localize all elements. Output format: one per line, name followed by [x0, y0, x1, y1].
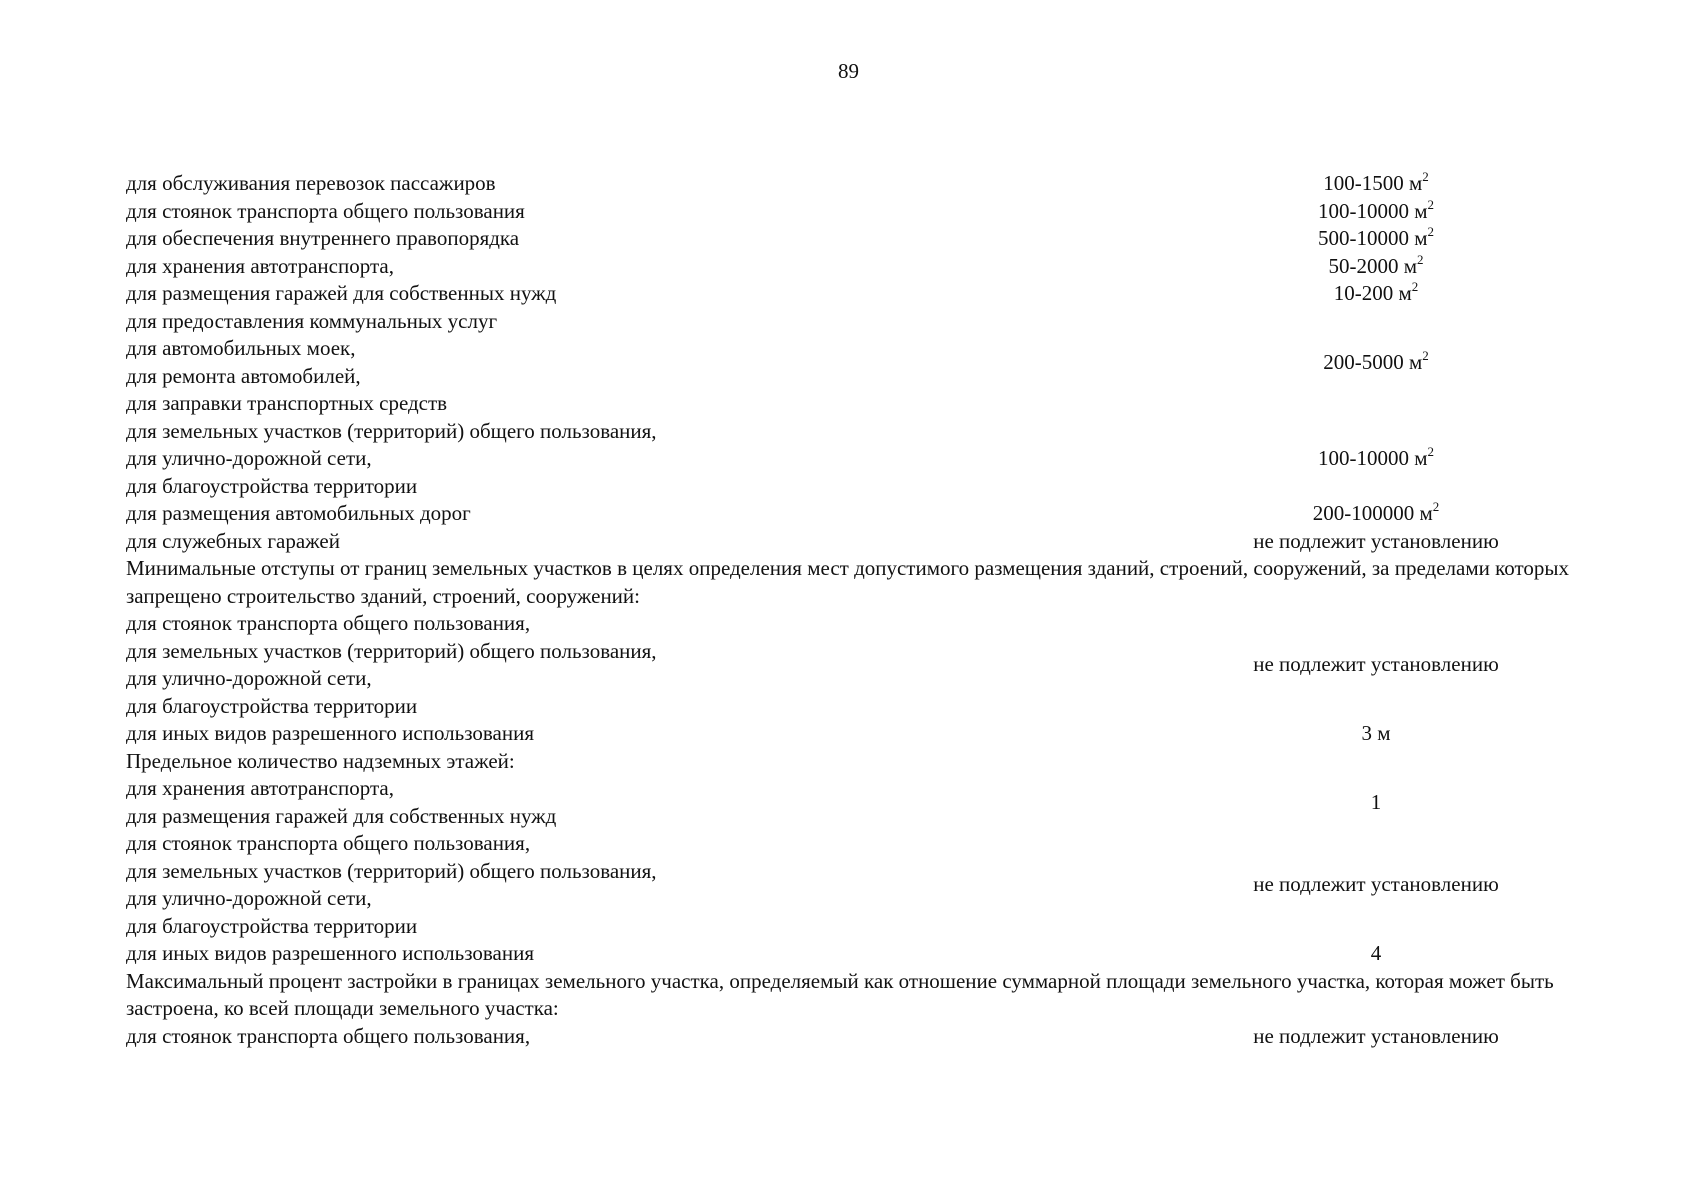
row-label [126, 500, 1176, 528]
document-body [126, 170, 1576, 1050]
row-label-line: для предоставления коммунальных услуг [126, 308, 498, 333]
row-label-line: для улично-дорожной сети, [126, 886, 372, 910]
row-label-line: для обеспечения внутреннего правопорядка [126, 226, 520, 250]
row-label [126, 280, 1176, 308]
row-value [1176, 500, 1576, 528]
row-label-line: для автомобильных моек, [126, 336, 356, 360]
row-value-text: 10-200 м [1333, 281, 1412, 305]
row-label-line: для земельных участков (территорий) общего пользования, [126, 858, 657, 883]
row-value-text: 1 [1370, 789, 1382, 814]
heading-setbacks: Минимальные отступы от границ земельных участков в целях определения мест допустимого размещения зданий, строений, сооружений, за пределами которых запрещено строительство зданий, строений, сооружений: [126, 556, 1569, 608]
page-number: 89 [838, 59, 859, 83]
row-label [126, 170, 1176, 198]
row-label [126, 418, 1176, 501]
row-label [126, 253, 1176, 281]
row-label-line: для хранения автотранспорта, [126, 253, 394, 278]
row-label-line: для земельных участков (территорий) общего пользования, [126, 638, 657, 663]
row-value-text: 50-2000 м [1328, 253, 1418, 278]
unit-superscript: 2 [1422, 169, 1429, 184]
row-value-text: 200-100000 м [1312, 501, 1433, 525]
row-value-text: 200-5000 м [1323, 349, 1423, 374]
row-value [1176, 198, 1576, 226]
row-label-line: для стоянок транспорта общего пользования [126, 198, 525, 223]
row-value [1176, 940, 1576, 968]
row-value-text: не подлежит установлению [1253, 652, 1499, 677]
row-label [126, 830, 1176, 940]
row-value [1176, 651, 1576, 679]
table-row [126, 280, 1576, 308]
row-label [126, 775, 1176, 830]
row-value-text: 100-1500 м [1323, 171, 1423, 195]
table-row [126, 500, 1576, 528]
unit-superscript: 2 [1422, 347, 1429, 363]
row-label [126, 528, 1176, 556]
row-label-line: для земельных участков (территорий) общего пользования, [126, 418, 657, 443]
row-label-line: для обслуживания перевозок пассажиров [126, 171, 496, 195]
row-label [126, 308, 1176, 418]
row-label-line: для стоянок транспорта общего пользования, [126, 831, 531, 855]
table-row [126, 720, 1576, 748]
row-label-line: для иных видов разрешенного использования [126, 941, 535, 965]
unit-superscript: 2 [1427, 196, 1435, 212]
table-row [126, 418, 1576, 501]
row-label [126, 225, 1176, 253]
row-label [126, 610, 1176, 720]
row-value [1176, 720, 1576, 748]
table-row [126, 775, 1576, 830]
row-label-line: для служебных гаражей [126, 528, 340, 553]
row-label-line: для улично-дорожной сети, [126, 666, 372, 690]
table-row [126, 198, 1576, 226]
table-row [126, 308, 1576, 418]
row-value-text: 500-10000 м [1317, 226, 1428, 250]
table-row [126, 170, 1576, 198]
row-label-line: для иных видов разрешенного использования [126, 721, 535, 745]
unit-superscript: 2 [1411, 279, 1419, 294]
row-label [126, 1023, 1176, 1051]
row-label-line: для заправки транспортных средств [126, 391, 448, 415]
section-percent [126, 1023, 1576, 1051]
unit-superscript: 2 [1432, 499, 1440, 514]
row-label-line: для размещения автомобильных дорог [126, 501, 471, 525]
row-value-text: 4 [1370, 941, 1382, 965]
row-value-text: не подлежит установлению [1253, 872, 1499, 897]
table-row [126, 1023, 1576, 1051]
row-value-text: 100-10000 м [1317, 198, 1428, 223]
table-row [126, 830, 1576, 940]
row-label-line: для ремонта автомобилей, [126, 363, 361, 388]
row-value-text: не подлежит установлению [1253, 1023, 1499, 1048]
row-value [1176, 280, 1576, 308]
section-floors [126, 775, 1576, 968]
row-value-text: 100-10000 м [1317, 446, 1428, 470]
row-label-line: для благоустройства территории [126, 913, 418, 938]
section-setbacks [126, 610, 1576, 748]
row-label-line: для хранения автотранспорта, [126, 776, 394, 800]
row-label-line: для размещения гаражей для собственных нужд [126, 803, 557, 828]
row-value [1176, 445, 1576, 473]
row-value-text: не подлежит установлению [1253, 528, 1499, 553]
row-value [1176, 349, 1576, 377]
unit-superscript: 2 [1427, 224, 1435, 239]
row-value [1176, 1023, 1576, 1051]
unit-superscript: 2 [1417, 251, 1424, 267]
row-label-line: для размещения гаражей для собственных нужд [126, 281, 557, 305]
row-label-line: для благоустройства территории [126, 693, 418, 718]
row-label [126, 720, 1176, 748]
row-label-line: для стоянок транспорта общего пользования, [126, 1023, 531, 1048]
table-row [126, 610, 1576, 720]
table-row [126, 253, 1576, 281]
heading-floors: Предельное количество надземных этажей: [126, 748, 515, 773]
row-value [1176, 225, 1576, 253]
row-label [126, 940, 1176, 968]
table-row [126, 528, 1576, 556]
table-row [126, 225, 1576, 253]
table-row [126, 940, 1576, 968]
section-min-area [126, 170, 1576, 555]
row-label [126, 198, 1176, 226]
row-value [1176, 170, 1576, 198]
heading-percent: Максимальный процент застройки в границах земельного участка, определяемый как отношение суммарной площади земельного участка, которая может быть застроена, ко всей площади земельного участка: [126, 968, 1554, 1020]
row-value [1176, 528, 1576, 556]
row-label-line: для стоянок транспорта общего пользования, [126, 611, 531, 635]
row-value [1176, 871, 1576, 899]
row-label-line: для улично-дорожной сети, [126, 446, 372, 470]
row-value [1176, 789, 1576, 817]
row-value [1176, 253, 1576, 281]
row-label-line: для благоустройства территории [126, 473, 418, 498]
row-value-text: 3 м [1361, 721, 1391, 745]
unit-superscript: 2 [1427, 444, 1435, 459]
